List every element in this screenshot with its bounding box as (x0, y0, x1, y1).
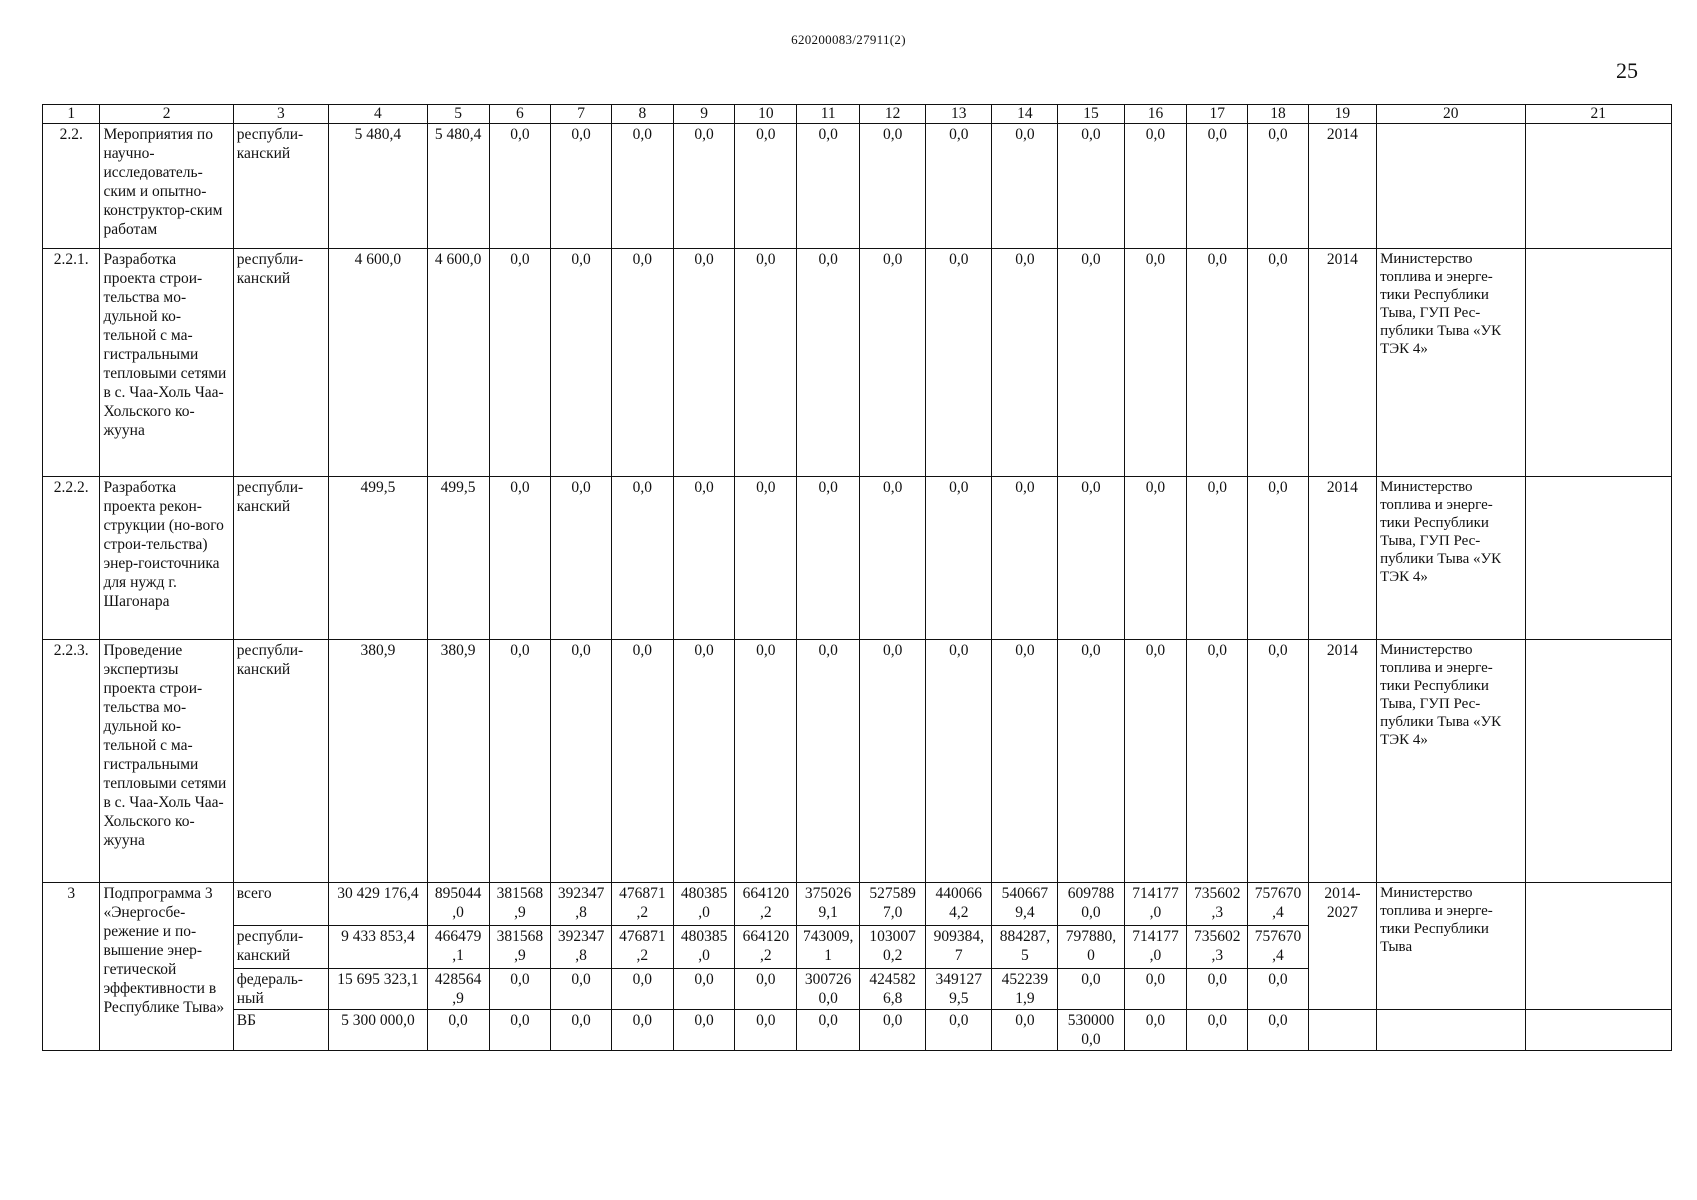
value-cell: 0,0 (797, 124, 860, 249)
value-cell: 664120 ,2 (735, 926, 797, 969)
value-cell: 4 600,0 (427, 249, 489, 477)
value-cell: 0,0 (489, 124, 551, 249)
header-cell: 2 (100, 105, 233, 124)
value-cell: 714177 ,0 (1124, 926, 1187, 969)
value-cell: 0,0 (611, 1010, 673, 1051)
value-cell: 375026 9,1 (797, 883, 860, 926)
note-cell (1525, 883, 1671, 1010)
header-cell: 14 (992, 105, 1058, 124)
value-cell: 0,0 (797, 640, 860, 883)
value-cell: 0,0 (1058, 124, 1124, 249)
value-cell: 0,0 (1058, 249, 1124, 477)
value-cell: 381568 ,9 (489, 883, 551, 926)
value-cell: 0,0 (1187, 477, 1248, 640)
value-cell: 0,0 (1187, 640, 1248, 883)
row-number: 3 (43, 883, 100, 1051)
value-cell: 735602 ,3 (1187, 926, 1248, 969)
row-number: 2.2.3. (43, 640, 100, 883)
funding-source: республи-канский (233, 926, 328, 969)
value-cell: 0,0 (1248, 640, 1309, 883)
header-cell: 12 (860, 105, 926, 124)
value-cell: 300726 0,0 (797, 969, 860, 1010)
value-cell: 424582 6,8 (860, 969, 926, 1010)
value-cell: 476871 ,2 (611, 926, 673, 969)
row-number: 2.2.2. (43, 477, 100, 640)
value-cell: 0,0 (611, 477, 673, 640)
value-cell: 466479 ,1 (427, 926, 489, 969)
value-cell: 884287, 5 (992, 926, 1058, 969)
value-cell: 0,0 (1058, 969, 1124, 1010)
table-row (43, 883, 1672, 926)
value-cell: 0,0 (992, 1010, 1058, 1051)
value-cell: 0,0 (926, 249, 992, 477)
value-cell: 0,0 (673, 1010, 735, 1051)
value-cell: 103007 0,2 (860, 926, 926, 969)
value-cell: 0,0 (797, 477, 860, 640)
value-cell: 476871 ,2 (611, 883, 673, 926)
value-cell: 895044 ,0 (427, 883, 489, 926)
value-cell: 0,0 (1248, 249, 1309, 477)
value-cell: 540667 9,4 (992, 883, 1058, 926)
value-cell: 0,0 (1124, 477, 1187, 640)
value-cell: 0,0 (926, 124, 992, 249)
value-cell: 0,0 (1187, 124, 1248, 249)
value-cell: 392347 ,8 (551, 883, 612, 926)
executor-cell: Министерство топлива и энерге-тики Республики Тыва (1377, 883, 1525, 1010)
value-cell: 0,0 (551, 249, 612, 477)
value-cell: 0,0 (673, 124, 735, 249)
value-cell: 0,0 (1124, 640, 1187, 883)
row-number: 2.2. (43, 124, 100, 249)
value-cell: 0,0 (735, 969, 797, 1010)
value-cell: 530000 0,0 (1058, 1010, 1124, 1051)
header-cell: 8 (611, 105, 673, 124)
value-cell: 527589 7,0 (860, 883, 926, 926)
executor-cell: Министерство топлива и энерге-тики Республики Тыва, ГУП Рес-публики Тыва «УК ТЭК 4» (1377, 477, 1525, 640)
value-cell: 428564 ,9 (427, 969, 489, 1010)
program-table (42, 104, 1672, 1051)
event-name: Подпрограмма 3 «Энергосбе-режение и по-вышение энер-гетической эффективности в Республике Тыва» (100, 883, 233, 1051)
table-row (43, 477, 1672, 640)
value-cell: 0,0 (926, 477, 992, 640)
value-cell: 499,5 (427, 477, 489, 640)
header-cell: 9 (673, 105, 735, 124)
executor-cell: Министерство топлива и энерге-тики Республики Тыва, ГУП Рес-публики Тыва «УК ТЭК 4» (1377, 640, 1525, 883)
value-cell: 735602 ,3 (1187, 883, 1248, 926)
value-cell: 0,0 (427, 1010, 489, 1051)
funding-source: ВБ (233, 1010, 328, 1051)
header-cell: 21 (1525, 105, 1671, 124)
table-row (43, 1010, 1672, 1051)
value-cell: 0,0 (551, 124, 612, 249)
note-cell (1525, 640, 1671, 883)
value-cell: 381568 ,9 (489, 926, 551, 969)
executor-cell (1377, 1010, 1525, 1051)
header-cell: 3 (233, 105, 328, 124)
value-cell: 0,0 (860, 477, 926, 640)
value-cell: 0,0 (673, 249, 735, 477)
funding-source: республи-канский (233, 249, 328, 477)
header-cell: 20 (1377, 105, 1525, 124)
value-cell: 0,0 (735, 477, 797, 640)
value-cell: 0,0 (673, 640, 735, 883)
value-cell: 0,0 (1124, 124, 1187, 249)
note-cell (1525, 124, 1671, 249)
header-cell: 6 (489, 105, 551, 124)
value-cell: 0,0 (992, 249, 1058, 477)
years-cell: 2014 (1308, 477, 1376, 640)
value-cell: 797880, 0 (1058, 926, 1124, 969)
value-cell: 0,0 (860, 640, 926, 883)
value-cell: 0,0 (551, 477, 612, 640)
event-name: Разработка проекта рекон-струкции (но-вого строи-тельства) энер-гоисточника для нужд г. Шагонара (100, 477, 233, 640)
header-cell: 16 (1124, 105, 1187, 124)
value-cell: 480385 ,0 (673, 883, 735, 926)
value-cell: 30 429 176,4 (329, 883, 428, 926)
executor-cell (1377, 124, 1525, 249)
header-cell: 7 (551, 105, 612, 124)
value-cell: 743009, 1 (797, 926, 860, 969)
header-cell: 15 (1058, 105, 1124, 124)
value-cell: 664120 ,2 (735, 883, 797, 926)
value-cell: 0,0 (1248, 969, 1309, 1010)
value-cell: 9 433 853,4 (329, 926, 428, 969)
value-cell: 0,0 (1187, 249, 1248, 477)
years-cell: 2014-2027 (1308, 883, 1376, 1010)
value-cell: 0,0 (489, 640, 551, 883)
value-cell: 480385 ,0 (673, 926, 735, 969)
value-cell: 0,0 (489, 477, 551, 640)
value-cell: 392347 ,8 (551, 926, 612, 969)
value-cell: 0,0 (1248, 124, 1309, 249)
value-cell: 349127 9,5 (926, 969, 992, 1010)
header-cell: 18 (1248, 105, 1309, 124)
value-cell: 909384, 7 (926, 926, 992, 969)
value-cell: 714177 ,0 (1124, 883, 1187, 926)
value-cell: 0,0 (1058, 477, 1124, 640)
header-cell: 19 (1308, 105, 1376, 124)
funding-source: республи-канский (233, 477, 328, 640)
value-cell: 0,0 (1248, 1010, 1309, 1051)
event-name: Разработка проекта строи-тельства мо-дульной ко-тельной с ма-гистральными тепловыми сетями в с. Чаа-Холь Чаа-Хольского ко-жууна (100, 249, 233, 477)
header-cell: 1 (43, 105, 100, 124)
value-cell: 0,0 (1124, 969, 1187, 1010)
value-cell: 0,0 (992, 124, 1058, 249)
value-cell: 0,0 (992, 477, 1058, 640)
table-row (43, 124, 1672, 249)
years-cell (1308, 1010, 1376, 1051)
header-cell: 10 (735, 105, 797, 124)
value-cell: 0,0 (611, 969, 673, 1010)
funding-source: федераль-ный (233, 969, 328, 1010)
value-cell: 0,0 (551, 969, 612, 1010)
value-cell: 0,0 (735, 249, 797, 477)
value-cell: 0,0 (551, 640, 612, 883)
value-cell: 0,0 (611, 640, 673, 883)
value-cell: 5 300 000,0 (329, 1010, 428, 1051)
funding-source: республи-канский (233, 640, 328, 883)
row-number: 2.2.1. (43, 249, 100, 477)
value-cell: 0,0 (489, 1010, 551, 1051)
value-cell: 380,9 (427, 640, 489, 883)
funding-source: всего (233, 883, 328, 926)
value-cell: 757670 ,4 (1248, 926, 1309, 969)
years-cell: 2014 (1308, 640, 1376, 883)
value-cell: 0,0 (489, 249, 551, 477)
value-cell: 380,9 (329, 640, 428, 883)
value-cell: 0,0 (611, 124, 673, 249)
value-cell: 0,0 (735, 640, 797, 883)
page-number: 25 (1616, 58, 1638, 83)
value-cell: 0,0 (1187, 969, 1248, 1010)
table-row (43, 249, 1672, 477)
value-cell: 5 480,4 (427, 124, 489, 249)
value-cell: 0,0 (860, 249, 926, 477)
value-cell: 0,0 (1124, 249, 1187, 477)
value-cell: 15 695 323,1 (329, 969, 428, 1010)
value-cell: 609788 0,0 (1058, 883, 1124, 926)
value-cell: 0,0 (735, 1010, 797, 1051)
value-cell: 0,0 (860, 1010, 926, 1051)
value-cell: 0,0 (735, 124, 797, 249)
value-cell: 0,0 (797, 1010, 860, 1051)
value-cell: 0,0 (1124, 1010, 1187, 1051)
years-cell: 2014 (1308, 249, 1376, 477)
value-cell: 452239 1,9 (992, 969, 1058, 1010)
document-id: 620200083/27911(2) (791, 32, 906, 47)
value-cell: 0,0 (1248, 477, 1309, 640)
value-cell: 0,0 (489, 969, 551, 1010)
value-cell: 0,0 (551, 1010, 612, 1051)
value-cell: 0,0 (860, 124, 926, 249)
funding-source: республи-канский (233, 124, 328, 249)
value-cell: 0,0 (926, 1010, 992, 1051)
header-cell: 5 (427, 105, 489, 124)
header-row (43, 105, 1672, 124)
value-cell: 0,0 (1058, 640, 1124, 883)
value-cell: 440066 4,2 (926, 883, 992, 926)
event-name: Мероприятия по научно-исследователь-ским и опытно-конструктор-ским работам (100, 124, 233, 249)
years-cell: 2014 (1308, 124, 1376, 249)
value-cell: 0,0 (926, 640, 992, 883)
header-cell: 13 (926, 105, 992, 124)
value-cell: 0,0 (992, 640, 1058, 883)
note-cell (1525, 249, 1671, 477)
value-cell: 0,0 (797, 249, 860, 477)
event-name: Проведение экспертизы проекта строи-тельства мо-дульной ко-тельной с ма-гистральными тепловыми сетями в с. Чаа-Холь Чаа-Хольского ко-жууна (100, 640, 233, 883)
value-cell: 5 480,4 (329, 124, 428, 249)
header-cell: 4 (329, 105, 428, 124)
value-cell: 499,5 (329, 477, 428, 640)
note-cell (1525, 477, 1671, 640)
executor-cell: Министерство топлива и энерге-тики Республики Тыва, ГУП Рес-публики Тыва «УК ТЭК 4» (1377, 249, 1525, 477)
value-cell: 757670 ,4 (1248, 883, 1309, 926)
value-cell: 0,0 (611, 249, 673, 477)
header-cell: 17 (1187, 105, 1248, 124)
value-cell: 0,0 (673, 477, 735, 640)
value-cell: 0,0 (1187, 1010, 1248, 1051)
table-row (43, 640, 1672, 883)
value-cell: 0,0 (673, 969, 735, 1010)
header-cell: 11 (797, 105, 860, 124)
value-cell: 4 600,0 (329, 249, 428, 477)
note-cell (1525, 1010, 1671, 1051)
